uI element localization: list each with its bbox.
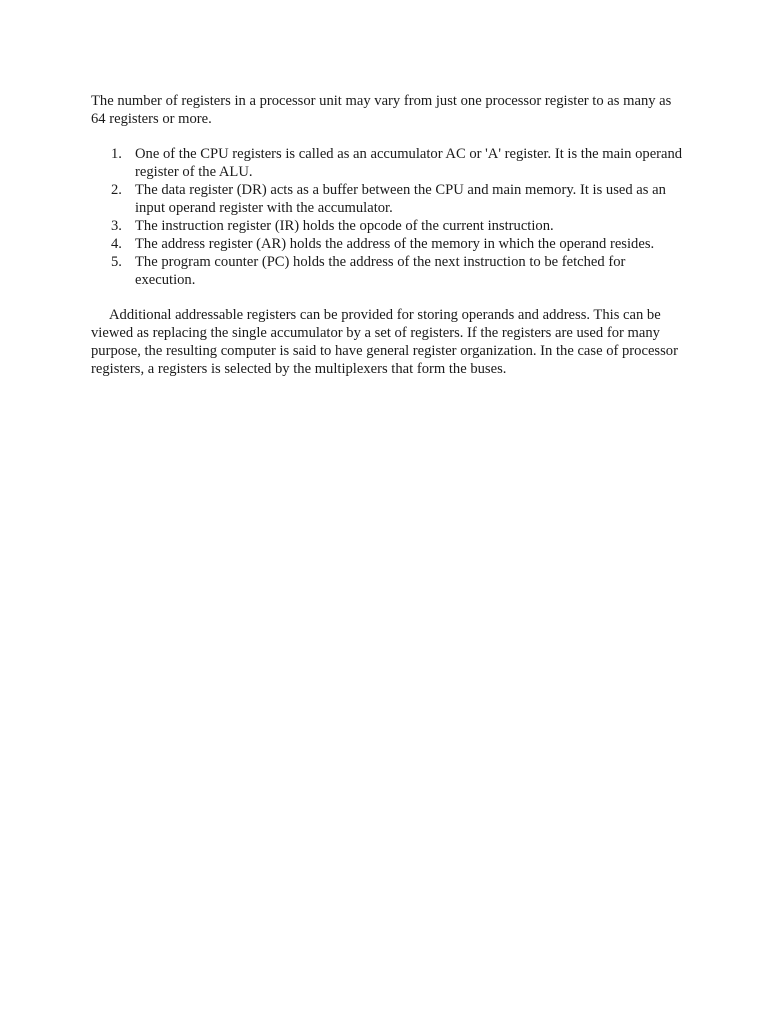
list-item (91, 181, 683, 217)
list-text: The program counter (PC) holds the address of the next instruction to be fetched for execution. (135, 254, 626, 288)
list-text: The address register (AR) holds the address of the memory in which the operand resides. (135, 236, 655, 252)
list-number: 2. (111, 182, 122, 198)
list-number: 1. (111, 146, 122, 162)
list-item (91, 235, 683, 253)
list-item (91, 217, 683, 235)
intro-paragraph: The number of registers in a processor unit may vary from just one processor register to as many as 64 registers or more. (91, 93, 672, 127)
register-list (91, 145, 683, 289)
list-text: One of the CPU registers is called as an accumulator AC or 'A' register. It is the main operand register of the ALU. (135, 146, 683, 180)
list-item (91, 253, 683, 289)
closing-paragraph: Additional addressable registers can be provided for storing operands and address. This can be viewed as replacing the single accumulator by a set of registers. If the registers are used for many purpose, the resulting computer is said to have general register organization. In the case of processor registers, a registers is selected by the multiplexers that form the buses. (91, 307, 678, 377)
document-page (91, 92, 683, 378)
list-text: The instruction register (IR) holds the opcode of the current instruction. (135, 218, 554, 234)
list-number: 5. (111, 254, 122, 270)
list-item (91, 145, 683, 181)
list-number: 4. (111, 236, 122, 252)
list-text: The data register (DR) acts as a buffer between the CPU and main memory. It is used as an input operand register with the accumulator. (135, 182, 666, 216)
list-number: 3. (111, 218, 122, 234)
